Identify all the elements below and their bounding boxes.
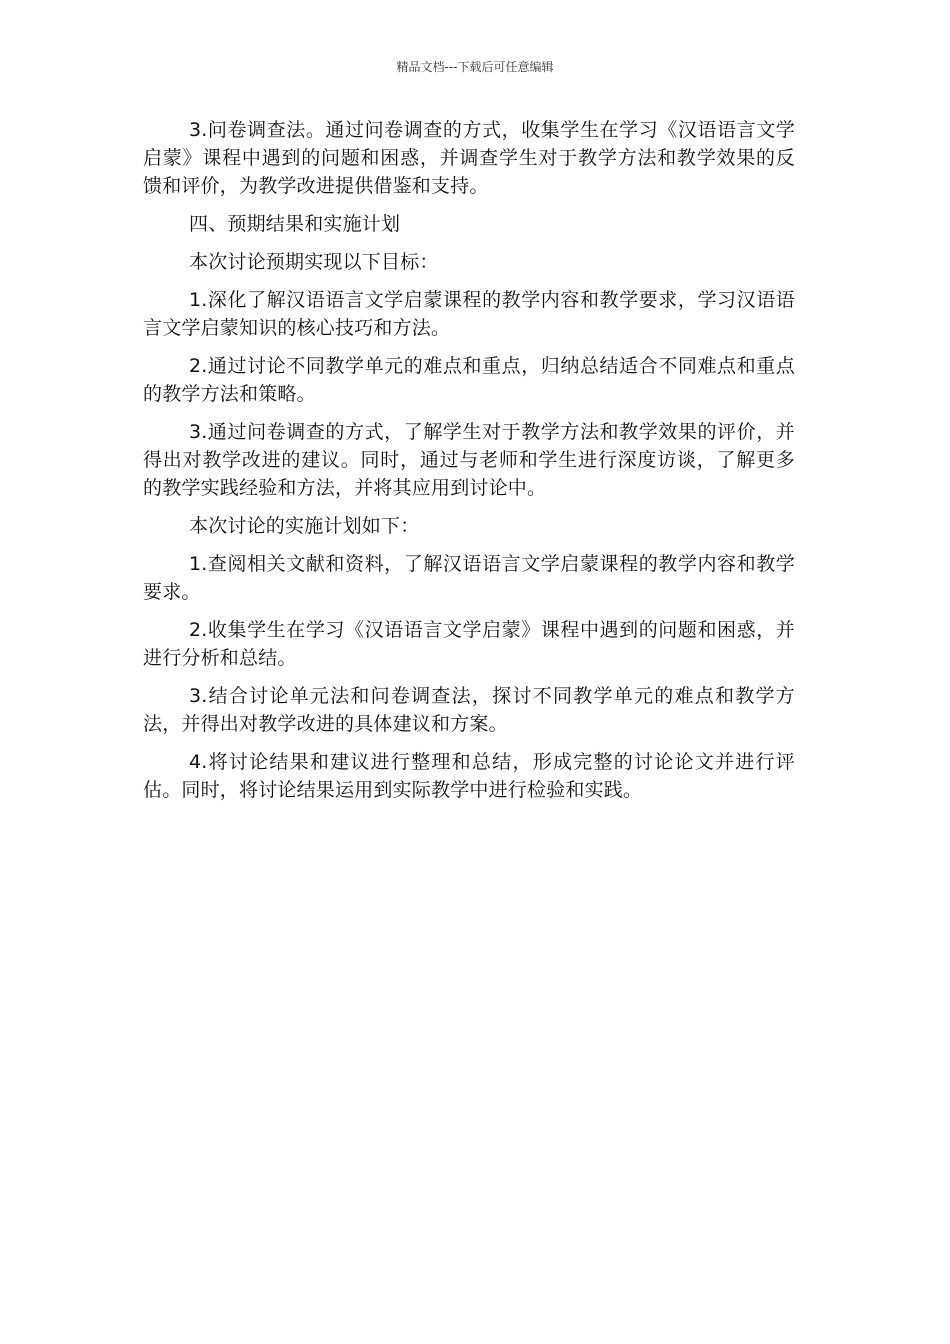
paragraph-goals-intro: 本次讨论预期实现以下目标： bbox=[189, 251, 439, 273]
document-body bbox=[143, 116, 795, 814]
paragraph-plan-2: 2.收集学生在学习《汉语语言文学启蒙》课程中遇到的问题和困惑，并进行分析和总结。 bbox=[143, 619, 795, 669]
section-heading-expected-results: 四、预期结果和实施计划 bbox=[189, 213, 401, 235]
paragraph-questionnaire-method: 3.问卷调查法。通过问卷调查的方式，收集学生在学习《汉语语言文学启蒙》课程中遇到的问题和困惑，并调查学生对于教学方法和教学效果的反馈和评价，为教学改进提供借鉴和支持。 bbox=[143, 119, 795, 197]
paragraph-goal-1: 1.深化了解汉语语言文学启蒙课程的教学内容和教学要求，学习汉语语言文学启蒙知识的核心技巧和方法。 bbox=[143, 289, 795, 339]
page-header: 精品文档---下载后可任意编辑 bbox=[396, 60, 554, 74]
paragraph-goal-3: 3.通过问卷调查的方式，了解学生对于教学方法和教学效果的评价，并得出对教学改进的建议。同时，通过与老师和学生进行深度访谈，了解更多的教学实践经验和方法，并将其应用到讨论中。 bbox=[143, 421, 795, 499]
paragraph-plan-1: 1.查阅相关文献和资料，了解汉语语言文学启蒙课程的教学内容和教学要求。 bbox=[143, 553, 795, 603]
paragraph-plan-4: 4.将讨论结果和建议进行整理和总结，形成完整的讨论论文并进行评估。同时，将讨论结果运用到实际教学中进行检验和实践。 bbox=[143, 751, 795, 801]
paragraph-plan-intro: 本次讨论的实施计划如下： bbox=[189, 515, 420, 537]
paragraph-goal-2: 2.通过讨论不同教学单元的难点和重点，归纳总结适合不同难点和重点的教学方法和策略。 bbox=[143, 355, 795, 405]
paragraph-plan-3: 3.结合讨论单元法和问卷调查法，探讨不同教学单元的难点和教学方法，并得出对教学改进的具体建议和方案。 bbox=[143, 685, 795, 735]
